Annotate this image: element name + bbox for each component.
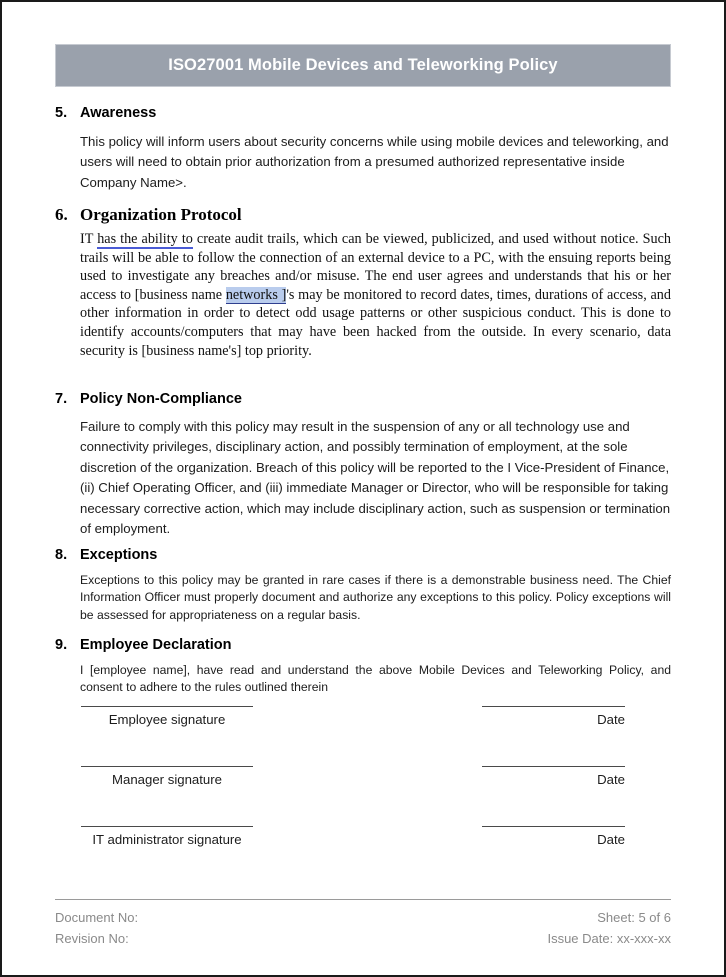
it-administrator-signature-label: IT administrator signature	[92, 832, 242, 847]
signature-row-employee	[55, 706, 671, 766]
signature-row-manager	[55, 766, 671, 826]
section-5-body: This policy will inform users about security concerns while using mobile devices and teleworking, and users will need to obtain prior authorization from a presumed authorized representative inside Company Name>.	[80, 134, 669, 190]
footer-left-column	[55, 907, 138, 949]
footer-right-column	[547, 907, 671, 949]
manager-date-label: Date	[597, 772, 625, 787]
grammar-suggestion-text[interactable]: has the ability to	[97, 231, 193, 247]
employee-date-field[interactable]	[482, 706, 625, 727]
section-7-number: 7.	[55, 391, 68, 407]
signature-row-it-administrator	[55, 826, 671, 886]
manager-signature-field[interactable]	[81, 766, 253, 787]
manager-signature-label: Manager signature	[112, 772, 222, 787]
section-6-body-part-2: create audit trails, which can be viewed, publicized, and used without notice. Such trails will be able to follow the connection of an external device to a PC, with the ensuing reports being used to investigate any breaches and/or misuse. The end user agrees and understands that his or her access to [business name	[80, 231, 671, 303]
page-title: ISO27001 Mobile Devices and Teleworking Policy	[168, 56, 558, 74]
section-9-body: I [employee name], have read and understand the above Mobile Devices and Teleworking Policy, and consent to adhere to the rules outlined therein	[80, 663, 671, 695]
section-8-body: Exceptions to this policy may be granted in rare cases if there is a demonstrable business need. The Chief Information Officer must properly document and authorize any exceptions to this policy. Policy exceptions will be assessed for appropriateness on a regular basis.	[80, 573, 671, 622]
section-7-title: Policy Non-Compliance	[80, 391, 242, 407]
section-9-title: Employee Declaration	[80, 637, 232, 653]
section-organization-protocol	[55, 205, 671, 360]
section-5-title: Awareness	[80, 105, 157, 121]
section-8-heading	[55, 547, 671, 563]
section-9-heading	[55, 637, 671, 653]
section-6-number: 6.	[55, 205, 68, 224]
footer-issue-date: Issue Date: xx-xxx-xx	[547, 931, 671, 947]
section-6-body-part-3: 's may be monitored to record dates, times, durations of access, and other information in order to detect odd usage patterns or other suspicious conduct. This is done to identify accounts/computers that may have been hacked from the outside. In every scenario, data security is [business name's] top priority.	[80, 286, 671, 359]
page-content-area	[55, 2, 671, 977]
section-6-body-part-1: IT	[80, 231, 98, 247]
it-administrator-signature-field[interactable]	[81, 826, 253, 847]
section-7-body: Failure to comply with this policy may result in the suspension of any or all technology use and connectivity privileges, disciplinary action, and possibly termination of employment, at the sole discretion of the organization. Breach of this policy will be reported to the I Vice-President of Finance, (ii) Chief Operating Officer, and (iii) immediate Manager or Director, who will be responsible for taking necessary corrective action, which may include disciplinary action, such as suspension or termination of employment.	[80, 419, 671, 537]
section-7-heading	[55, 391, 671, 407]
section-exceptions	[55, 547, 671, 624]
manager-date-field[interactable]	[482, 766, 625, 787]
footer-revision-no: Revision No:	[55, 931, 129, 947]
page-footer	[55, 899, 671, 949]
form-field-placeholder-networks[interactable]: networks ]	[225, 286, 287, 303]
section-5-number: 5.	[55, 105, 68, 121]
signature-block	[55, 706, 671, 886]
footer-content	[55, 900, 671, 949]
section-9-number: 9.	[55, 637, 68, 653]
section-5-heading	[55, 105, 671, 121]
document-title-banner	[55, 44, 671, 87]
section-6-title: Organization Protocol	[80, 205, 242, 224]
employee-date-label: Date	[597, 712, 625, 727]
section-8-number: 8.	[55, 547, 68, 563]
section-awareness	[55, 105, 671, 193]
footer-sheet-number: Sheet: 5 of 6	[597, 910, 671, 925]
section-policy-non-compliance	[55, 391, 671, 540]
section-6-body	[80, 230, 671, 360]
employee-signature-label: Employee signature	[108, 712, 226, 727]
section-6-heading	[55, 205, 671, 225]
section-8-title: Exceptions	[80, 547, 158, 563]
footer-document-no: Document No:	[55, 910, 139, 925]
employee-signature-field[interactable]	[81, 706, 253, 727]
section-employee-declaration	[55, 637, 671, 697]
it-administrator-date-field[interactable]	[482, 826, 625, 847]
it-administrator-date-label: Date	[597, 832, 625, 847]
